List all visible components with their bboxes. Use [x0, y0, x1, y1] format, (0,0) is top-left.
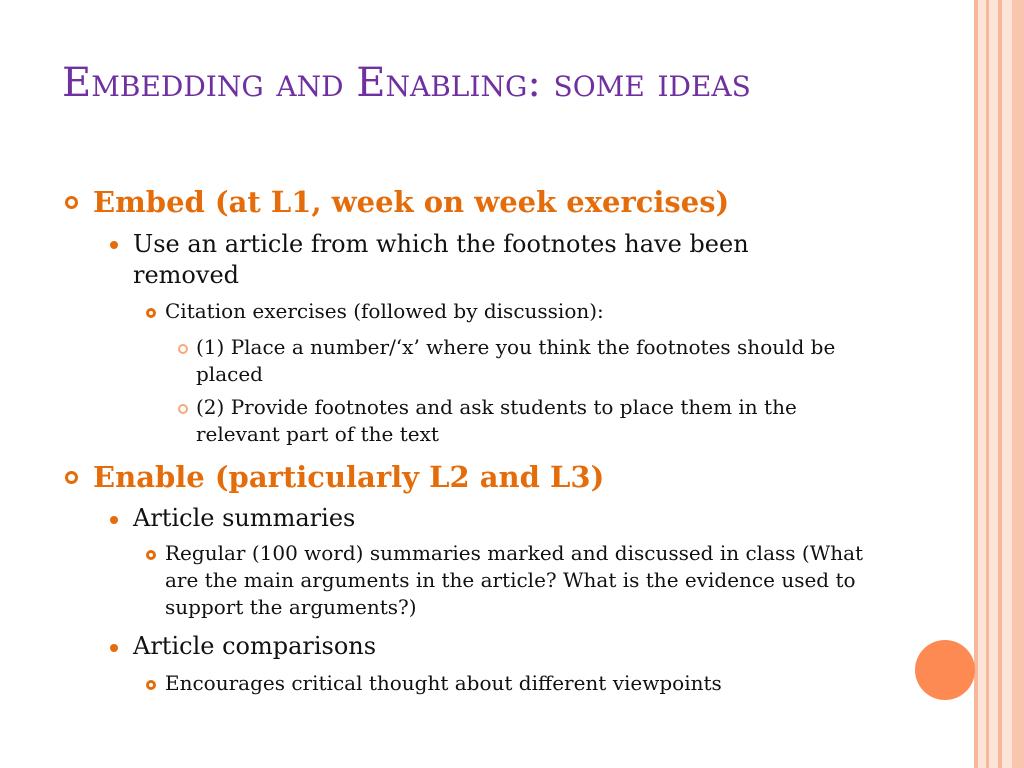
ring-bullet-icon [178, 404, 188, 414]
stripe [1002, 0, 1012, 768]
ring-bullet-icon [146, 550, 156, 560]
ring-bullet-icon [178, 344, 188, 354]
stripe [1012, 0, 1024, 768]
bullet-item: Article summaries [133, 504, 356, 532]
bullet-heading-enable: Enable (particularly L2 and L3) [93, 460, 605, 494]
dot-bullet-icon [110, 516, 118, 524]
bullet-item: Article comparisons [133, 632, 377, 660]
bullet-item: Encourages critical thought about different viewpoints [165, 671, 722, 695]
bullet-item: Regular (100 word) summaries marked and discussed in class (What are the main arguments in the article? What is the evidence used to support the arguments?) [165, 541, 864, 619]
stripe [978, 0, 986, 768]
dot-bullet-icon [110, 644, 118, 652]
bullet-item: Use an article from which the footnotes have been removed [133, 230, 749, 289]
stripe [989, 0, 998, 768]
slide-title: Embedding and Enabling: some ideas [62, 60, 751, 106]
bullet-item: Citation exercises (followed by discussion): [165, 299, 604, 323]
bullet-item: (2) Provide footnotes and ask students to place them in the relevant part of the text [196, 395, 797, 446]
bullet-heading-embed: Embed (at L1, week on week exercises) [93, 185, 730, 219]
bullet-item: (1) Place a number/‘x’ where you think the footnotes should be placed [196, 335, 836, 386]
ring-bullet-icon [146, 308, 156, 318]
dot-bullet-icon [110, 241, 118, 249]
ring-bullet-icon [146, 680, 156, 690]
decorative-circle [915, 640, 975, 700]
ring-bullet-icon [65, 471, 78, 484]
decorative-stripes [974, 0, 1024, 768]
ring-bullet-icon [65, 196, 78, 209]
